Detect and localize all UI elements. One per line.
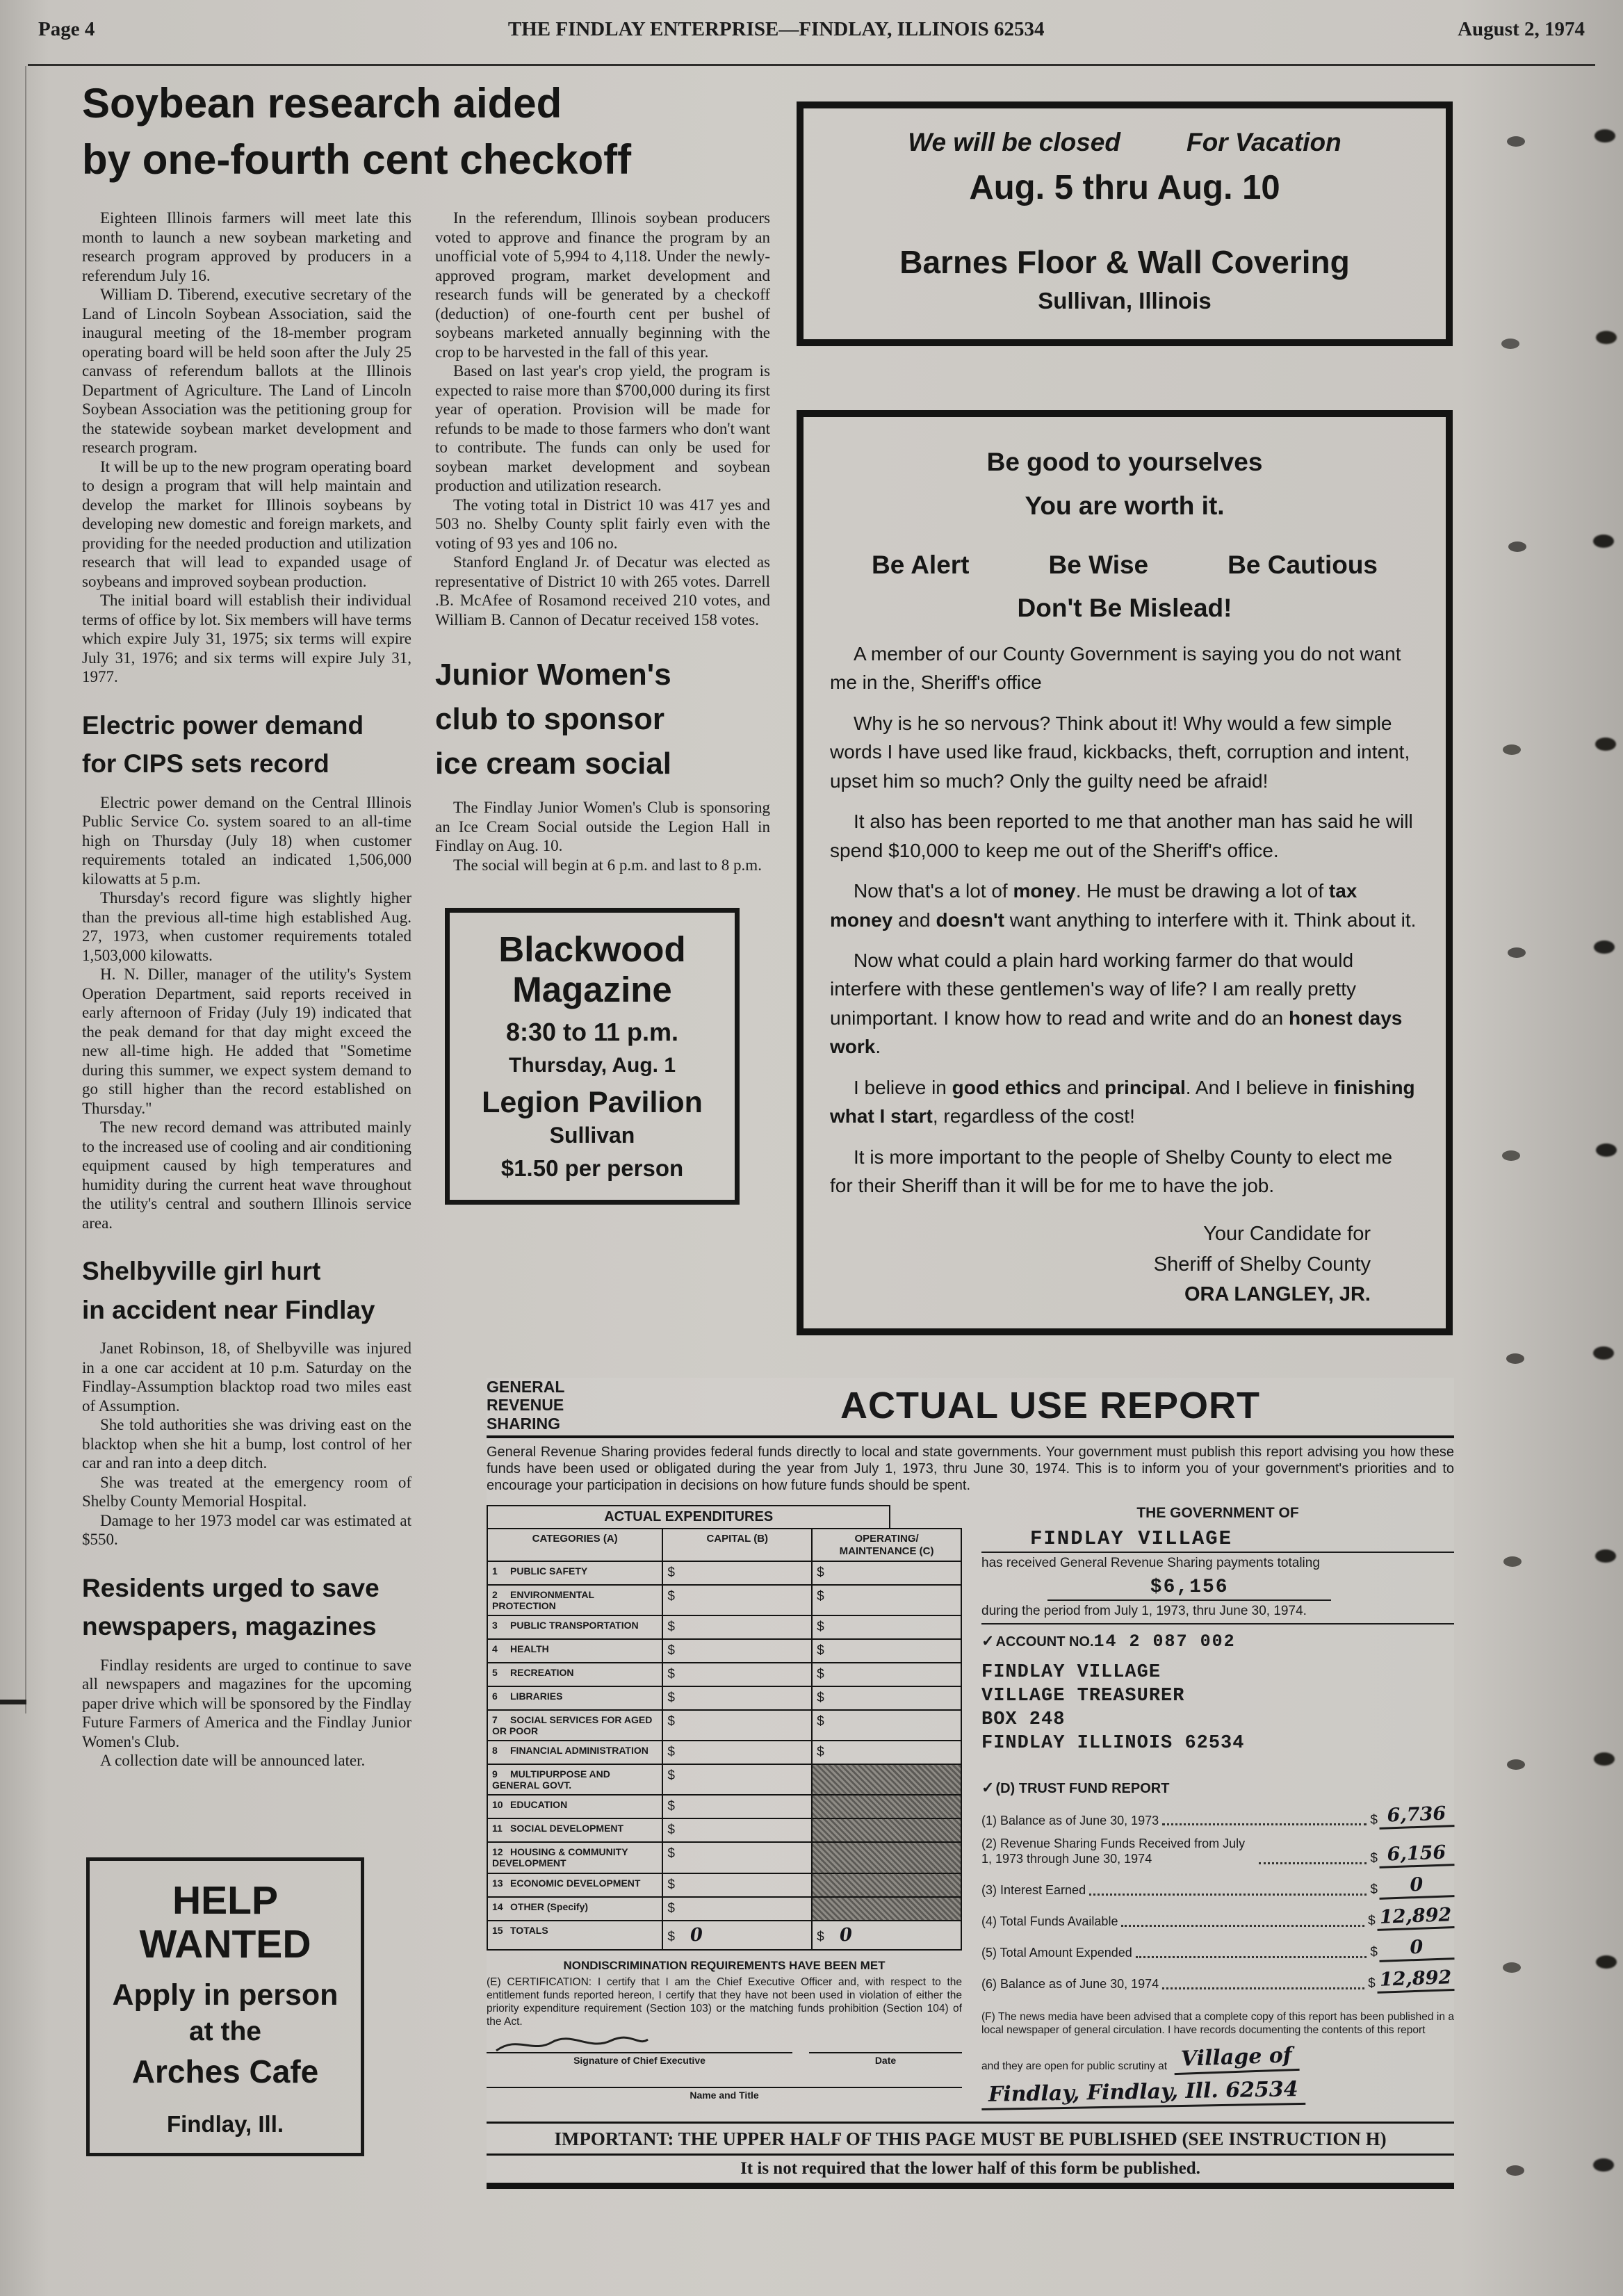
cips-article-heading: Electric power demand for CIPS sets record — [82, 710, 364, 778]
article-paragraph: The initial board will establish their individual terms of office by lot. Six members will have terms which expire July 31, 1975; six terms will expire July 31, 1976; and six terms will expire July 31, 1977. — [82, 592, 411, 685]
article-paragraph: She told authorities she was driving east on the blacktop when she hit a bump, lost control of her car and ran into a deep ditch. — [82, 1416, 411, 1472]
advertiser-location: Sullivan, Illinois — [1038, 288, 1212, 314]
page-header — [38, 18, 1585, 41]
name-title-area: Name and Title — [487, 2087, 962, 2101]
ad-slogan: Don't Be Mislead! — [1017, 594, 1232, 623]
headline-line-2: by one-fourth cent checkoff — [82, 136, 632, 183]
account-number: 14 2 087 002 — [1093, 1631, 1236, 1652]
trust-fund-item: (2) Revenue Sharing Funds Received from July 1, 1973 through June 30, 1974 $ 6,156 — [981, 1837, 1454, 1866]
article-paragraph: Electric power demand on the Central Illinois Public Service Co. system soared to an all-time high on Thursday (July 18) when customer requirements totaled an indicated 1,506,000 kilowatts at 5 p.m. — [82, 793, 411, 888]
advertiser-name: Barnes Floor & Wall Covering — [899, 244, 1350, 280]
dotted-leader — [1162, 1987, 1364, 1989]
handwritten-amount: 6,156 — [1378, 1843, 1454, 1868]
form-header — [487, 1378, 1454, 1438]
check-mark-icon: ✓ — [981, 1632, 995, 1650]
article-paragraph: The Findlay Junior Women's Club is sponsoring an Ice Cream Social outside the Legion Hall in Findlay on Aug. 10. — [435, 799, 770, 855]
table-row: 8 FINANCIAL ADMINISTRATION $ $ — [487, 1741, 961, 1764]
event-time: 8:30 to 11 p.m. — [505, 1017, 679, 1046]
table-row: 2 ENVIRONMENTAL PROTECTION $ $ — [487, 1585, 961, 1615]
vacation-notice: We will be closed For Vacation — [908, 128, 1341, 156]
ad-slogan: Be good to yourselves — [986, 448, 1263, 476]
table-row: 3 PUBLIC TRANSPORTATION $ $ — [487, 1615, 961, 1639]
masthead-title: THE FINDLAY ENTERPRISE—FINDLAY, ILLINOIS 62534 — [507, 18, 1045, 40]
shaded-cell — [812, 1764, 961, 1795]
help-wanted-title: HELP — [172, 1878, 279, 1923]
ad-paragraph: Now what could a plain hard working farmer do that would interfere with these gentlemen's way of life? I am really pretty unimportant. I know how to read and write and do an honest days work. — [830, 949, 1403, 1058]
general-revenue-sharing-label: GENERAL REVENUE SHARING — [487, 1378, 565, 1433]
scan-artifacts — [0, 0, 18, 10]
dotted-leader — [1136, 1956, 1367, 1958]
vacation-dates: Aug. 5 thru Aug. 10 — [969, 169, 1280, 206]
table-row: 4 HEALTH $ $ — [487, 1639, 961, 1663]
event-price: $1.50 per person — [500, 1155, 684, 1181]
check-mark-icon: ✓ — [981, 1779, 995, 1797]
date-line — [809, 2052, 962, 2053]
trust-fund-item: (5) Total Amount Expended $ 0 — [981, 1938, 1454, 1961]
shaded-cell — [812, 1818, 961, 1842]
mailing-address: FINDLAY VILLAGE VILLAGE TREASURER BOX 248 FINDLAY ILLINOIS 62534 — [981, 1662, 1245, 1754]
candidate-name: ORA LANGLEY, JR. — [1184, 1283, 1371, 1306]
page-number: Page 4 — [38, 18, 95, 40]
table-row: 14 OTHER (Specify) $ — [487, 1897, 961, 1921]
ad-paragraph: It also has been reported to me that another man has said he will spend $10,000 to keep me out of the Sheriff's office. — [830, 811, 1413, 861]
form-intro-text: General Revenue Sharing provides federal funds directly to local and state governments. Your government must publish this report advising you how these funds have been used or obligated during the year from July 1, 1973, thru June 30, 1974. This is to inform you of your government's priorities and to encourage your participation in decisions on how future funds should be spent. — [487, 1444, 1454, 1494]
handwritten-amount: 6,736 — [1378, 1804, 1454, 1830]
payments-total: $6,156 — [1047, 1577, 1331, 1601]
article-paragraph: In the referendum, Illinois soybean producers voted to approve and finance the program by an unofficial vote of 5,994 to 4,118. Under the newly-approved program, market development and research funds will be generated by a checkoff (deduction) of one-fourth cent per bushel of soybeans marketed annually beginning with the crop to be harvested in the fall of this year. — [435, 209, 770, 361]
account-number-row: ✓ ACCOUNT NO.14 2 087 002 — [981, 1631, 1236, 1652]
page-fold-line — [25, 66, 26, 1713]
blackwood-magazine-ad: Blackwood Magazine 8:30 to 11 p.m. Thursday, Aug. 1 Legion Pavilion Sullivan $1.50 per person — [445, 908, 740, 1204]
barnes-vacation-ad — [797, 101, 1453, 346]
signature-scribble — [492, 2034, 652, 2055]
ad-paragraph: A member of our County Government is saying you do not want me in the, Sheriff's office — [830, 643, 1401, 694]
column-header: OPERATING/ MAINTENANCE (C) — [812, 1529, 961, 1561]
soybean-headline — [82, 75, 777, 188]
column-2 — [435, 209, 770, 1205]
expenditures-table — [487, 1528, 962, 1950]
government-section: THE GOVERNMENT OF FINDLAY VILLAGE has received General Revenue Sharing payments totaling $6,156 during the period from July 1, 1973, thru June 30, 1974. ✓ ACCOUNT NO.14 2 087 002 FINDLAY VILLAGE VILLAGE TREASURER BOX 248 FINDLAY ILLINOIS 62534 ✓ (D) TRUST FUND REPORT (1) Balance as of June 30, 1973 $ 6,736 (2) Revenue Sharing Funds Received from July 1, 1973 through June 30, 1974 $ 6,156 (3) Interest Earned $ 0 (4) Total Funds Available $ 12,892 (5) Total Amount Expended $ 0 (6) Balance as of June 30, 1974 $ 12,892 (F) The news media have been advised that a complete copy of this report has been published in a local newspaper of general circulation. I have records documenting the contents of this report and they are open for public scrutiny at Village of Findlay, Findlay, Ill. 62534 — [981, 1505, 1454, 2107]
advertiser-name: Arches Cafe — [131, 2053, 319, 2090]
table-row: 10 EDUCATION $ — [487, 1795, 961, 1818]
table-row: 11 SOCIAL DEVELOPMENT $ — [487, 1818, 961, 1842]
article-paragraph: The voting total in District 10 was 417 yes and 503 no. Shelby County split fairly even with the voting of 93 yes and 106 no. — [435, 496, 770, 552]
signature-area: Signature of Chief Executive Date — [487, 2052, 962, 2066]
shaded-cell — [812, 1842, 961, 1873]
article-paragraph: It will be up to the new program operating board to design a program that will help maintain and develop the market for Illinois soybeans by developing new domestic and foreign markets, and providing for the needed production and utilization research that will lead to expanded usage of soybeans and improved soybean production. — [82, 457, 411, 590]
shaded-cell — [812, 1897, 961, 1921]
article-paragraph: Stanford England Jr. of Decatur was elected as representative of District 10 with 265 votes. Darrell .B. McAfee of Rosamond received 210 votes, and William B. Cannon of Decatur received 158 votes. — [435, 553, 770, 628]
table-row: 1 PUBLIC SAFETY $ $ — [487, 1561, 961, 1585]
form-title: ACTUAL USE REPORT — [840, 1384, 1261, 1426]
ad-slogan-row: Be Alert Be Wise Be Cautious — [872, 550, 1378, 579]
dotted-leader — [1089, 1894, 1367, 1896]
headline-line-1: Soybean research aided — [82, 80, 562, 127]
article-paragraph: Based on last year's crop yield, the program is expected to raise more than $700,000 during its first year of operation. Provision will be made for refunds to be made to those farmers who don't want to contribute. The funds can only be used for soybean market development and soybean production and utilization research. — [435, 362, 770, 494]
handwritten-total: 0 — [690, 1924, 703, 1946]
trust-fund-item: (4) Total Funds Available $ 12,892 — [981, 1907, 1454, 1930]
column-1 — [82, 209, 411, 2156]
trust-fund-item: (3) Interest Earned $ 0 — [981, 1875, 1454, 1898]
actual-use-report-form — [487, 1378, 1454, 2189]
column-header: CAPITAL (B) — [662, 1529, 812, 1561]
article-paragraph: A collection date will be announced later. — [100, 1752, 366, 1769]
shaded-cell — [812, 1795, 961, 1818]
public-scrutiny-row: and they are open for public scrutiny at Village of — [981, 2045, 1454, 2073]
article-paragraph: Damage to her 1973 model car was estimated at $550. — [82, 1511, 411, 1548]
article-paragraph: Janet Robinson, 18, of Shelbyville was injured in a one car accident at 10 p.m. Saturday on the Findlay-Assumption blacktop road two miles east of Assumption. — [82, 1340, 411, 1415]
article-paragraph: H. N. Diller, manager of the utility's System Operation Department, said reports received in early afternoon of Friday (July 19) indicated that the peak demand for that day might exceed the new all-time high. He added that "Sometime during this summer, we expect system demand to go still higher than the record established on Thursday." — [82, 966, 411, 1117]
table-row: 7 SOCIAL SERVICES FOR AGED OR POOR $ $ — [487, 1710, 961, 1741]
article-paragraph: She was treated at the emergency room of Shelby County Memorial Hospital. — [82, 1473, 411, 1510]
ad-slogan: You are worth it. — [1025, 491, 1225, 520]
handwritten-amount: 12,892 — [1376, 1968, 1454, 1994]
ad-paragraph: Why is he so nervous? Think about it! Why would a few simple words I have used like fraud, kickbacks, theft, corruption and intent, upset him so much? Only the guilty need be afraid! — [830, 712, 1410, 792]
event-name: Blackwood — [498, 929, 686, 970]
dotted-leader — [1162, 1823, 1367, 1825]
article-paragraph: The new record demand was attributed mainly to the increased use of cooling and air conditioning equipment caused by high temperatures and humidity during the current heat wave throughout the utility's central and southern Illinois service area. — [82, 1118, 411, 1232]
candidate-signature: Your Candidate for Sheriff of Shelby County ORA LANGLEY, JR. — [830, 1219, 1419, 1310]
langley-campaign-ad — [797, 410, 1453, 1335]
help-wanted-ad: HELP WANTED Apply in person at the Arches Cafe Findlay, Ill. — [86, 1857, 364, 2157]
table-row-totals: 15 TOTALS $ 0 $ 0 — [487, 1921, 961, 1950]
ad-paragraph: I believe in good ethics and principal. And I believe in finishing what I start, regardless of the cost! — [830, 1076, 1415, 1127]
article-paragraph: The social will begin at 6 p.m. and last to 8 p.m. — [453, 856, 762, 874]
issue-date: August 2, 1974 — [1458, 18, 1585, 40]
expenditures-section — [487, 1505, 962, 2107]
certification-text: (E) CERTIFICATION: I certify that I am the Chief Executive Officer and, with respect to the entitlement funds reported hereon, I certify that they have not been used in violation of either the priority expenditure requirement (Section 103) or the matching funds prohibition (Section 104) of the Act. — [487, 1976, 962, 2028]
handwritten-amount: 12,892 — [1376, 1905, 1454, 1931]
ad-paragraph: Now that's a lot of money. He must be drawing a lot of tax money and doesn't want anything to interfere with it. Think about it. — [830, 880, 1417, 931]
residents-article-heading: Residents urged to save newspapers, magazines — [82, 1573, 380, 1640]
handwritten-total: 0 — [838, 1924, 853, 1946]
table-row: 13 ECONOMIC DEVELOPMENT $ — [487, 1873, 961, 1897]
article-paragraph: Thursday's record figure was slightly higher than the previous all-time high established Aug. 27, 1973, when customer requirements totaled 1,503,000 kilowatts. — [82, 889, 411, 964]
trust-fund-header: ✓ (D) TRUST FUND REPORT — [981, 1779, 1170, 1797]
ad-paragraph: It is more important to the people of Shelby County to elect me for their Sheriff than it will be for me to have the job. — [830, 1146, 1393, 1196]
table-row: 9 MULTIPURPOSE AND GENERAL GOVT. $ — [487, 1764, 961, 1795]
table-row: 5 RECREATION $ $ — [487, 1663, 961, 1686]
dotted-leader — [1259, 1862, 1367, 1864]
expenditures-table-caption: ACTUAL EXPENDITURES — [487, 1505, 890, 1528]
dotted-leader — [1121, 1925, 1364, 1927]
important-notice: IMPORTANT: THE UPPER HALF OF THIS PAGE MUST BE PUBLISHED (SEE INSTRUCTION H) It is not required that the lower half of this form be published. — [487, 2122, 1454, 2189]
header-rule — [28, 64, 1595, 66]
shelbyville-article-heading: Shelbyville girl hurt in accident near Findlay — [82, 1257, 375, 1324]
handwritten-location: Village of — [1173, 2042, 1299, 2074]
junior-womens-heading: Junior Women's club to sponsor ice cream social — [435, 658, 672, 781]
column-header: CATEGORIES (A) — [487, 1529, 662, 1561]
handwritten-amount: 0 — [1378, 1937, 1454, 1962]
event-date: Thursday, Aug. 1 — [508, 1053, 676, 1077]
article-paragraph: William D. Tiberend, executive secretary of the Land of Lincoln Soybean Association, said the inaugural meeting of the 18-member program operating board will be held soon after the July 25 canvass of referendum ballots at the Illinois Department of Agriculture. The Land of Lincoln Soybean Association was the petitioning group for the statewide soybean market development and research program. — [82, 286, 411, 456]
nondiscrimination-note: NONDISCRIMINATION REQUIREMENTS HAVE BEEN MET — [563, 1958, 886, 1972]
shaded-cell — [812, 1873, 961, 1897]
article-paragraph: Eighteen Illinois farmers will meet late this month to launch a new soybean marketing and research program approved by producers in a referendum July 16. — [82, 209, 411, 284]
handwritten-amount: 0 — [1378, 1874, 1454, 1900]
article-paragraph: Findlay residents are urged to continue to save all newspapers and magazines for the upcoming paper drive which will be sponsored by the Findlay Future Farmers of America and the Findlay Junior Women's Club. — [82, 1656, 411, 1750]
government-name: FINDLAY VILLAGE — [1030, 1527, 1233, 1551]
table-row: 6 LIBRARIES $ $ — [487, 1686, 961, 1710]
media-notice: (F) The news media have been advised that a complete copy of this report has been published in a local newspaper of general circulation. I have records documenting the contents of this report — [981, 2010, 1454, 2036]
handwritten-location: Findlay, Findlay, Ill. 62534 — [981, 2076, 1305, 2110]
scan-artifact — [0, 1700, 26, 1704]
name-title-line — [487, 2087, 962, 2088]
advertiser-location: Findlay, Ill. — [166, 2111, 284, 2138]
event-venue: Legion Pavilion — [482, 1085, 703, 1119]
table-row: 12 HOUSING & COMMUNITY DEVELOPMENT $ — [487, 1842, 961, 1873]
trust-fund-item: (6) Balance as of June 30, 1974 $ 12,892 — [981, 1969, 1454, 1992]
trust-fund-item: (1) Balance as of June 30, 1973 $ 6,736 — [981, 1805, 1454, 1828]
